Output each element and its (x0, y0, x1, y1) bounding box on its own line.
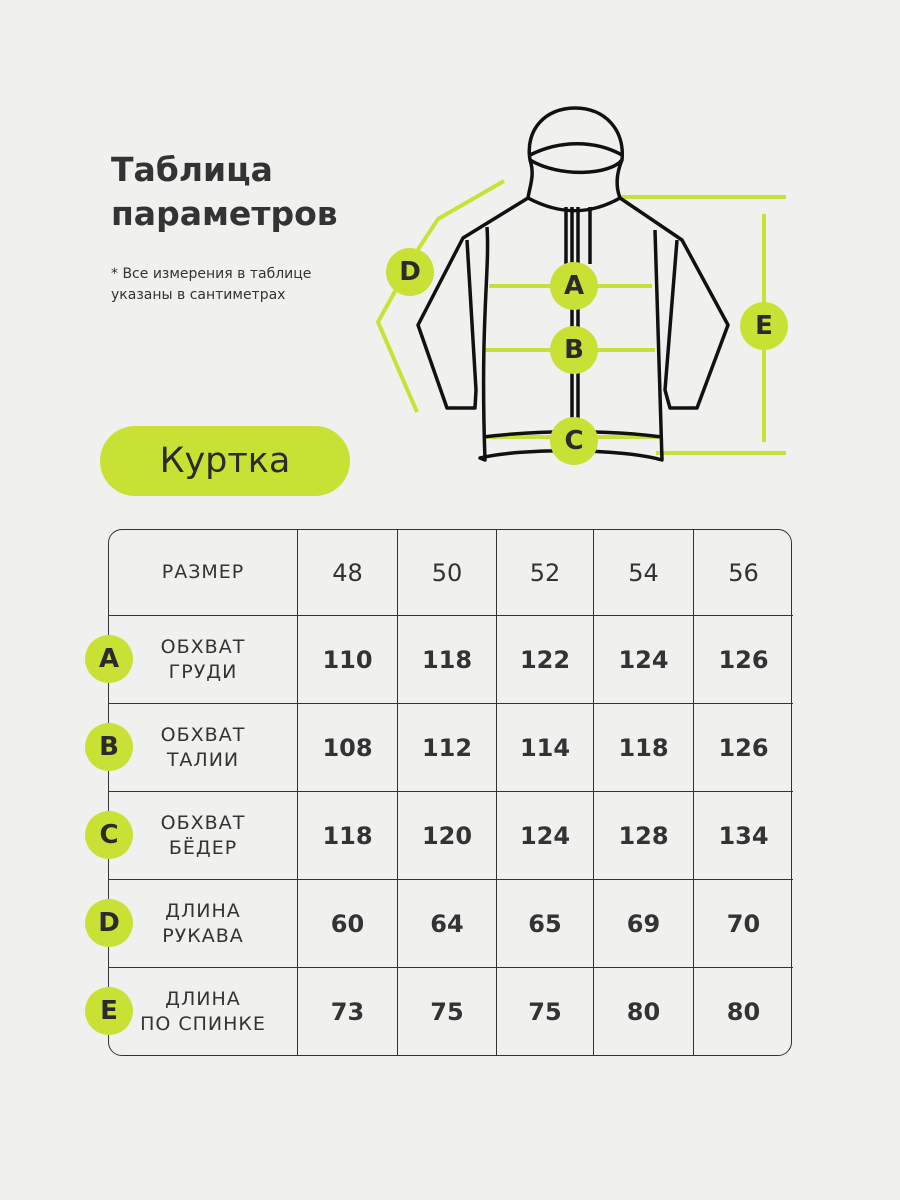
row-badge: B (85, 723, 133, 771)
measurement-value: 118 (322, 821, 373, 850)
table-cell (497, 616, 594, 704)
measurement-value: 60 (330, 909, 365, 938)
measurement-value: 69 (626, 909, 661, 938)
row-badge: A (85, 635, 133, 683)
measurement-value: 112 (421, 733, 473, 762)
measurement-value: 73 (330, 998, 365, 1026)
table-cell (497, 792, 594, 880)
row-label-line: ГРУДИ (168, 660, 238, 683)
table-cell (497, 968, 594, 1056)
table-cell (398, 792, 497, 880)
measurement-value: 126 (718, 733, 769, 762)
table-cell (594, 968, 694, 1056)
table-cell (298, 704, 398, 792)
table-cell (298, 880, 398, 968)
note-line: * Все измерения в таблице (111, 266, 312, 282)
size-header-cell (298, 530, 398, 616)
jacket-diagram (0, 0, 900, 500)
table-cell (398, 968, 497, 1056)
row-label-line: ПО СПИНКЕ (140, 1013, 266, 1035)
size-value: 48 (332, 558, 363, 587)
table-cell (694, 792, 793, 880)
size-header-cell (694, 530, 793, 616)
row-label-line: ОБХВАТ (160, 723, 246, 746)
table-cell (398, 704, 497, 792)
row-badge: C (85, 811, 133, 859)
title-line: параметров (111, 194, 338, 233)
row-label-cell (109, 704, 298, 792)
table-cell (594, 880, 694, 968)
measurement-value: 75 (528, 998, 562, 1026)
diagram-badge-d: D (386, 248, 434, 296)
diagram-badge-a: A (550, 262, 598, 310)
size-value: 54 (628, 558, 659, 587)
measurement-value: 124 (519, 821, 571, 850)
size-value: 52 (529, 558, 561, 587)
row-label-cell (109, 792, 298, 880)
row-label-cell (109, 880, 298, 968)
note-line: указаны в сантиметрах (111, 287, 286, 303)
header-cell (109, 530, 298, 616)
row-label-line: ОБХВАТ (160, 811, 246, 834)
title-line: Таблица (111, 150, 273, 189)
product-label (100, 426, 350, 496)
measurement-value: 108 (322, 733, 373, 762)
diagram-badge-b: B (550, 326, 598, 374)
table-cell (298, 616, 398, 704)
row-label-line: РУКАВА (162, 924, 244, 947)
table-cell (398, 880, 497, 968)
diagram-badge-c: C (550, 417, 598, 465)
table-cell (398, 616, 497, 704)
measurement-value: 80 (726, 998, 761, 1026)
row-label-line: ДЛИНА (165, 899, 241, 922)
table-cell (694, 704, 793, 792)
table-cell (594, 792, 694, 880)
size-header-cell (398, 530, 497, 616)
measurement-value: 122 (519, 645, 571, 674)
table-cell (298, 792, 398, 880)
measurement-value: 118 (421, 645, 473, 674)
table-cell (694, 616, 793, 704)
measurement-value: 114 (519, 733, 571, 762)
product-name: Куртка (159, 441, 291, 481)
row-label-cell (109, 968, 298, 1056)
header-label: РАЗМЕР (161, 561, 245, 583)
table-cell (694, 968, 793, 1056)
table-cell (594, 704, 694, 792)
measurement-value: 80 (626, 998, 661, 1026)
measurement-value: 126 (718, 645, 769, 674)
table-cell (298, 968, 398, 1056)
row-label-line: БЁДЕР (168, 836, 238, 859)
measurement-value: 124 (618, 645, 669, 674)
measurement-value: 120 (421, 821, 473, 850)
measurement-value: 110 (322, 645, 373, 674)
row-badge: D (85, 899, 133, 947)
measurement-value: 65 (528, 909, 562, 938)
size-table (108, 529, 792, 1056)
row-label-line: ТАЛИИ (166, 748, 240, 771)
measurement-value: 128 (618, 821, 669, 850)
size-value: 56 (728, 558, 759, 587)
table-cell (694, 880, 793, 968)
row-label-cell (109, 616, 298, 704)
table-cell (497, 704, 594, 792)
row-badge: E (85, 987, 133, 1035)
measurement-value: 75 (430, 998, 464, 1026)
measurement-value: 70 (726, 909, 761, 938)
diagram-badge-e: E (740, 302, 788, 350)
size-header-cell (594, 530, 694, 616)
size-value: 50 (431, 558, 463, 587)
size-header-cell (497, 530, 594, 616)
table-cell (497, 880, 594, 968)
measurement-value: 118 (618, 733, 669, 762)
row-label-line: ДЛИНА (165, 988, 241, 1010)
row-label-line: ОБХВАТ (160, 635, 246, 658)
measurement-value: 134 (718, 821, 769, 850)
table-cell (594, 616, 694, 704)
measurement-value: 64 (430, 909, 464, 938)
